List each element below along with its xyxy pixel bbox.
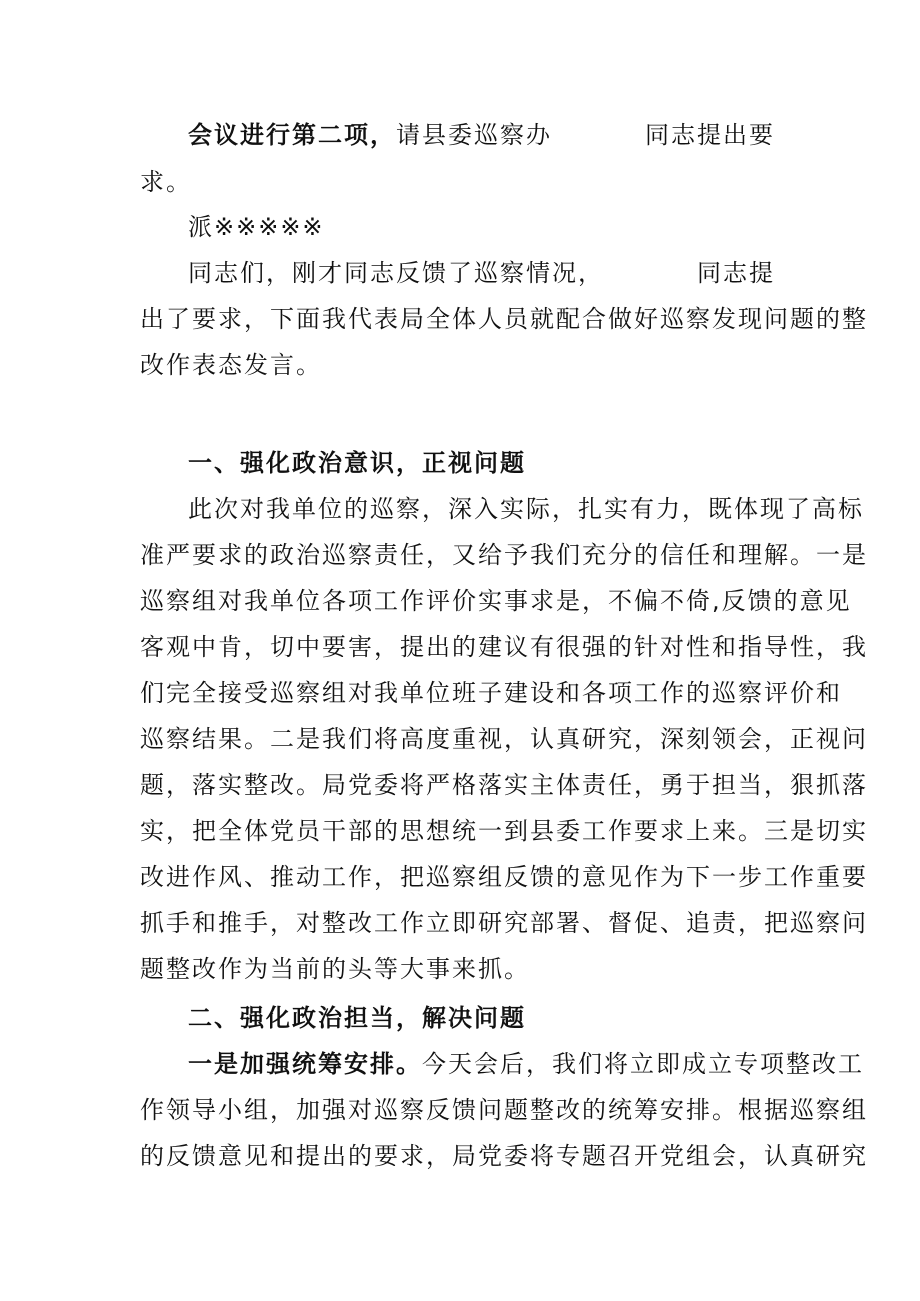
para1-line: 们完全接受巡察组对我单位班子建设和各项工作的巡察评价和 [140,679,842,707]
speech-line-1b: 同志提 [697,259,775,287]
speech-line-2: 出了要求，下面我代表局全体人员就配合做好巡察发现问题的整 [140,305,868,333]
para1-line: 题整改作为当前的头等大事来抓。 [140,955,530,983]
para2-lead: 一是加强统筹安排。 [188,1050,422,1078]
para1-line: 题，落实整改。局党委将严格落实主体责任，勇于担当，狠抓落 [140,771,868,799]
para1-line: 抓手和推手，对整改工作立即研究部署、督促、追责，把巡察问 [140,909,868,937]
para1-line: 实，把全体党员干部的思想统一到县委工作要求上来。三是切实 [140,817,868,845]
speech-line-1a: 同志们，刚才同志反馈了巡察情况， [188,259,604,287]
heading-2: 二、强化政治担当，解决问题 [188,1004,526,1032]
intro-line-2: 求。 [140,168,192,196]
para2-lead-rest: 今天会后，我们将立即成立专项整改工 [422,1050,864,1078]
para2-line: 作领导小组，加强对巡察反馈问题整改的统筹安排。根据巡察组 [140,1096,868,1124]
intro-lead: 会议进行第二项， [188,121,396,149]
para1-line: 巡察组对我单位各项工作评价实事求是，不偏不倚,反馈的意见 [140,587,852,615]
para2-line: 的反馈意见和提出的要求，局党委将专题召开党组会，认真研究 [140,1142,868,1170]
para1-line: 巡察结果。二是我们将高度重视，认真研究，深刻领会，正视问 [140,725,868,753]
para1-line: 改进作风、推动工作，把巡察组反馈的意见作为下一步工作重要 [140,863,868,891]
para1-line: 客观中肯，切中要害，提出的建议有很强的针对性和指导性，我 [140,633,868,661]
intro-text: 请县委巡察办 [396,121,552,149]
speech-line-3: 改作表态发言。 [140,351,322,379]
intro-line-1c: 同志提出要 [645,121,775,149]
para2-line-1 [188,1049,864,1079]
para1-line: 此次对我单位的巡察，深入实际，扎实有力，既体现了高标 [188,495,864,523]
para1-line: 准严要求的政治巡察责任，又给予我们充分的信任和理解。一是 [140,541,868,569]
heading-1: 一、强化政治意识，正视问题 [188,449,526,477]
stamp-line: 派※※※※※ [188,213,325,241]
intro-line-1a [188,120,552,150]
